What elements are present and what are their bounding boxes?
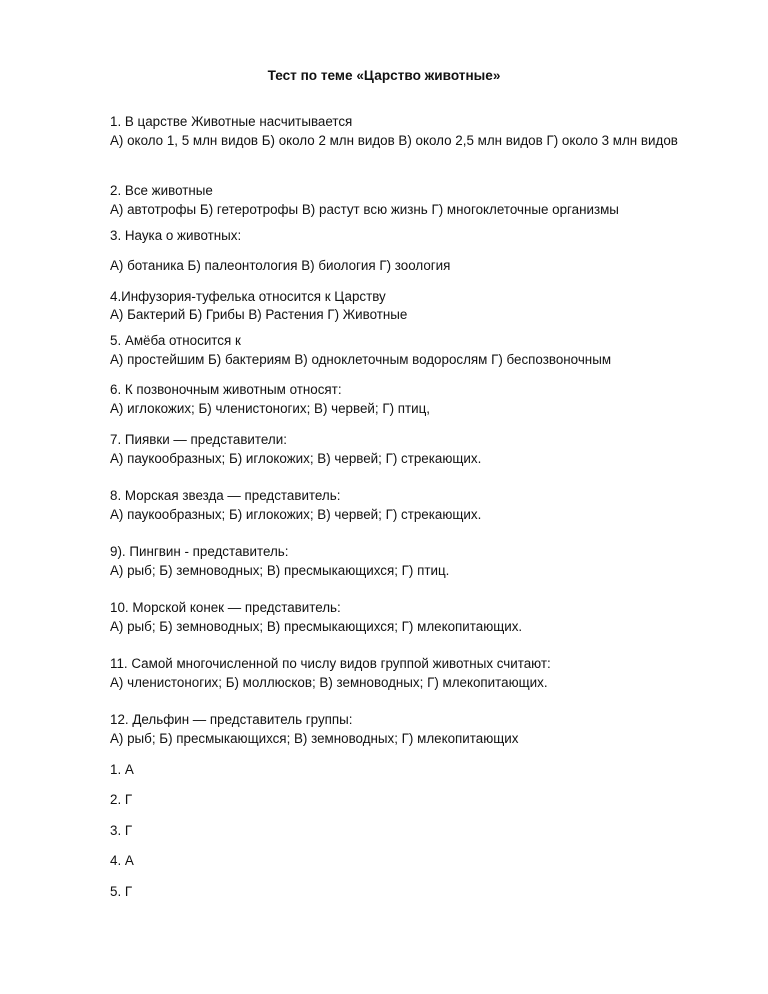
question-9-text: 9). Пингвин - представитель: — [110, 544, 289, 559]
question-12-text: 12. Дельфин — представитель группы: — [110, 712, 353, 727]
question-11-options: А) членистоногих; Б) моллюсков; В) земноводных; Г) млекопитающих. — [110, 675, 548, 690]
question-4-text: 4.Инфузория-туфелька относится к Царству — [110, 289, 386, 304]
answer-1: 1. А — [110, 762, 134, 777]
question-12-options: А) рыб; Б) пресмыкающихся; В) земноводных; Г) млекопитающих — [110, 731, 519, 746]
page-title: Тест по теме «Царство животные» — [267, 68, 501, 83]
question-10-text: 10. Морской конек — представитель: — [110, 600, 341, 615]
question-7-options: А) паукообразных; Б) иглокожих; В) червей; Г) стрекающих. — [110, 451, 482, 466]
question-4-options: А) Бактерий Б) Грибы В) Растения Г) Животные — [110, 307, 408, 322]
question-5-text: 5. Амёба относится к — [110, 333, 241, 348]
question-3-options: А) ботаника Б) палеонтология В) биология Г) зоология — [110, 258, 451, 273]
question-2-text: 2. Все животные — [110, 183, 213, 198]
question-1-options: А) около 1, 5 млн видов Б) около 2 млн видов В) около 2,5 млн видов Г) около 3 млн видов — [110, 133, 678, 148]
question-6-text: 6. К позвоночным животным относят: — [110, 382, 342, 397]
answer-4: 4. А — [110, 853, 134, 868]
question-9-options: А) рыб; Б) земноводных; В) пресмыкающихся; Г) птиц. — [110, 563, 450, 578]
question-10-options: А) рыб; Б) земноводных; В) пресмыкающихся; Г) млекопитающих. — [110, 619, 523, 634]
question-8-text: 8. Морская звезда — представитель: — [110, 488, 341, 503]
question-1-text: 1. В царстве Животные насчитывается — [110, 114, 353, 129]
question-3-text: 3. Наука о животных: — [110, 228, 242, 243]
question-8-options: А) паукообразных; Б) иглокожих; В) червей; Г) стрекающих. — [110, 507, 482, 522]
answer-2: 2. Г — [110, 792, 133, 807]
question-2-options: А) автотрофы Б) гетеротрофы В) растут всю жизнь Г) многоклеточные организмы — [110, 202, 619, 217]
answer-3: 3. Г — [110, 823, 133, 838]
answer-5: 5. Г — [110, 884, 133, 899]
question-6-options: А) иглокожих; Б) членистоногих; В) червей; Г) птиц, — [110, 401, 431, 416]
question-11-text: 11. Самой многочисленной по числу видов группой животных считают: — [110, 656, 551, 671]
question-5-options: А) простейшим Б) бактериям В) одноклеточным водорослям Г) беспозвоночным — [110, 352, 612, 367]
question-7-text: 7. Пиявки — представители: — [110, 432, 287, 447]
